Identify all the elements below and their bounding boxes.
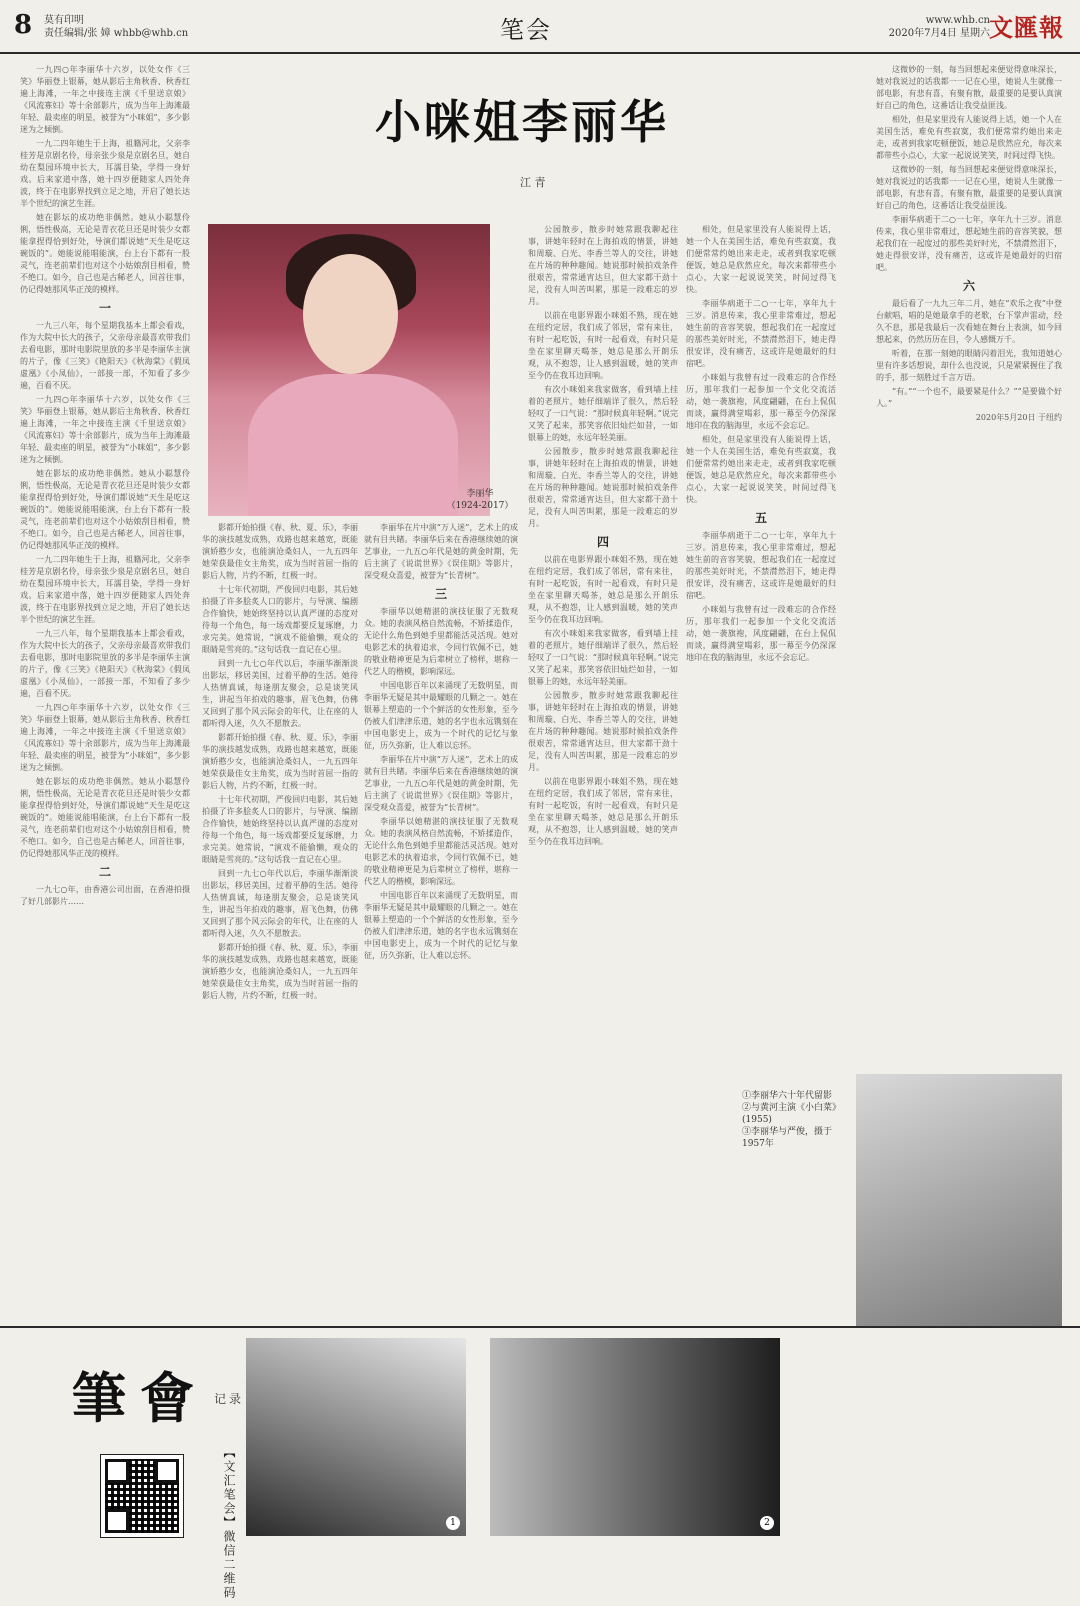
issue-date: 2020年7月4日 星期六 xyxy=(888,28,990,39)
paragraph: 小咪姐与我曾有过一段难忘的合作经历，那年我们一起参加一个文化交流活动，她一袭旗袍，风度翩翩，在台上侃侃而谈，赢得满堂喝彩，那一幕至今仍深深地印在我的脑海里，永远不会忘记。 xyxy=(686,605,836,662)
paragraph: 回到一九七○年代以后，李丽华渐渐淡出影坛，移居美国，过着平静的生活。她待人热情真诚，每逢朋友聚会，总是谈笑风生，讲起当年拍戏的趣事，眉飞色舞，仿佛又回到了那个风云际会的年代，让在座的人都听得入迷，久久不愿散去。 xyxy=(202,869,358,938)
portrait-caption-name: 李丽华 xyxy=(466,489,494,499)
section-title: 笔会 xyxy=(500,16,552,44)
paragraph: 以前在电影界跟小咪姐不熟，现在她在纽约定居，我们成了邻居，常有来往，有时一起吃饭，有时一起看戏，有时只是坐在家里聊天喝茶，她总是那么开朗乐观，从不抱怨，让人感到温暖，她的笑声至今仍在我耳边回响。 xyxy=(528,555,678,624)
paragraph: 最后看了一九九三年二月，她在“欢乐之夜”中登台献唱，唱的是她最拿手的老歌，台下掌声雷动，经久不息，那是我最后一次看她在舞台上表演，如今回想起来，仍然历历在目，令人感慨万千。 xyxy=(876,299,1062,344)
section-marker-2: 二 xyxy=(98,865,111,879)
text-column-3 xyxy=(364,522,518,1314)
photo-number-1: 1 xyxy=(446,1516,460,1530)
paragraph: 一九三八年，每个星期我基本上都会看戏，作为大院中长大的孩子，父亲母亲最喜欢带我们去看电影，那时电影院里放的多半是李丽华主演的片子，像《三笑》《艳阳天》《秋海棠》《假凤虚凰》《小凤仙》，一部接一部，不知看了多少遍，百看不厌。 xyxy=(20,321,190,390)
portrait-photo xyxy=(208,224,490,516)
paragraph: 公园散步，散步时她常跟我聊起往事，讲她年轻时在上海拍戏的情景，讲她和周璇、白光、李香兰等人的交往，讲她在片场的种种趣闻。她说那时候拍戏条件很艰苦，常常通宵达旦，但大家都干劲十足，没有人叫苦叫累，那是一段难忘的岁月。 xyxy=(528,447,678,528)
paragraph: 李丽华病逝于二○一七年，享年九十三岁。消息传来，我心里非常难过，想起她生前的音容笑貌，想起我们在一起度过的那些美好时光，不禁潸然泪下，她走得很安详，没有痛苦，这或许是她最好的归宿吧。 xyxy=(686,299,836,368)
qr-finder xyxy=(105,1459,129,1483)
website: www.whb.cn xyxy=(925,15,990,26)
paragraph: 十七年代初期，严俊回归电影，其后她拍摄了许多脍炙人口的影片，与导演、编剧合作愉快，她始终坚持以认真严谨的态度对待每一个角色，每一场戏都要反复琢磨，力求完美。她常说，“演戏不能偷懒，观众的眼睛是雪亮的。”这句话我一直记在心里。 xyxy=(202,585,358,654)
article-byline: 江 青 xyxy=(520,176,546,189)
paragraph: 她在影坛的成功绝非偶然。她从小聪慧伶俐，悟性极高，无论是青衣花旦还是时装少女都能拿捏得恰到好处，导演们都说她“天生是吃这碗饭的”。她能说能唱能演，台上台下都有一股灵气，连老前辈们也对这个小姑娘刮目相看，赞不绝口。如今，自己也是古稀老人，回首往事，仍记得她那风华正茂的模样。 xyxy=(20,469,190,550)
paragraph: 一九四○年李丽华十六岁，以处女作《三笑》华丽登上银幕，她从影后主角秋香、秋香红遍上海滩，一年之中接连主演《千里送京娘》《风流寡妇》等十余部影片，成为当年上海滩最年轻、最卖座的明星，被誉为“小咪姐”，多少影迷为之倾倒。 xyxy=(20,65,190,134)
paragraph: 这微妙的一刻，每当回想起来便觉得意味深长，她对我说过的话我都一一记在心里，她说人生就像一部电影，有悲有喜，有聚有散，最重要的是要认真演好自己的角色，这番话让我受益匪浅。 xyxy=(876,65,1062,110)
paragraph: 一九二四年她生于上海，祖籍河北，父亲李桂芳是京剧名伶，母亲张少泉是京剧名旦，她自幼在梨园环境中长大，耳濡目染，学得一身好戏。后来家道中落，她十四岁便随家人四处奔波，终于在电影界找到立足之地，开启了她长达半个世纪的演艺生涯。 xyxy=(20,555,190,624)
header-meta xyxy=(889,14,990,40)
portrait-caption-years: （1924-2017） xyxy=(446,501,514,511)
paragraph: 一九四○年李丽华十六岁，以处女作《三笑》华丽登上银幕，她从影后主角秋香、秋香红遍上海滩，一年之中接连主演《千里送京娘》《风流寡妇》等十余部影片，成为当年上海滩最年轻、最卖座的明星，被誉为“小咪姐”，多少影迷为之倾倒。 xyxy=(20,395,190,464)
paragraph: 她在影坛的成功绝非偶然。她从小聪慧伶俐，悟性极高，无论是青衣花旦还是时装少女都能拿捏得恰到好处，导演们都说她“天生是吃这碗饭的”。她能说能唱能演，台上台下都有一股灵气，连老前辈们也对这个小姑娘刮目相看，赞不绝口。如今，自己也是古稀老人，回首往事，仍记得她那风华正茂的模样。 xyxy=(20,777,190,858)
paragraph: 相处，但是家里没有人能说得上话，她一个人在美国生活，难免有些寂寞，我们便常常约她出来走走，或者到我家吃顿便饭，她总是欣然应允，每次来都带些小点心，大家一起说说笑笑，时间过得飞快。 xyxy=(686,435,836,504)
photo-2 xyxy=(490,1338,780,1536)
column-logo: 筆會 xyxy=(72,1366,208,1430)
paragraph: 有次小咪姐来我家做客，看到墙上挂着的老照片，她仔细端详了很久，然后轻轻叹了一口气说：“那时候真年轻啊。”说完又笑了起来，那笑容依旧灿烂如昔，一如银幕上的她，永远年轻美丽。 xyxy=(528,629,678,686)
photo-captions: ①李丽华六十年代留影 ②与黄河主演《小白菜》(1955) ③李丽华与严俊，摄于1957年 xyxy=(742,1091,842,1149)
paragraph: 李丽华以她精湛的演技征服了无数观众。她的表演风格自然流畅，不矫揉造作，无论什么角色到她手里都能活灵活现。她对电影艺术的执着追求，令同行钦佩不已，她的敬业精神更是为后辈树立了榜样，堪称一代艺人的楷模，影响深远。 xyxy=(364,817,518,886)
paragraph: 她在影坛的成功绝非偶然。她从小聪慧伶俐，悟性极高，无论是青衣花旦还是时装少女都能拿捏得恰到好处，导演们都说她“天生是吃这碗饭的”。她能说能唱能演，台上台下都有一股灵气，连老前辈们也对这个小姑娘刮目相看，赞不绝口。如今，自己也是古稀老人，回首往事，仍记得她那风华正茂的模样。 xyxy=(20,213,190,294)
text-column-6 xyxy=(876,64,1062,1064)
paragraph: 李丽华在片中演“万人迷”，艺术上的成就有目共睹。李丽华后来在香港继续她的演艺事业，一九五○年代是她的黄金时期，先后主演了《说谎世界》《误佳期》等影片，深受观众喜爱，被誉为“长青树”。 xyxy=(364,523,518,580)
editor-line-2: 责任编辑/张 嫜 whbb@whb.cn xyxy=(44,28,189,39)
paragraph: 中国电影百年以来涌现了无数明星，而李丽华无疑是其中最耀眼的几颗之一。她在银幕上塑造的一个个鲜活的女性形象，至今仍被人们津津乐道，她的名字也永远镌刻在中国电影史上，成为一个时代的记忆与象征，历久弥新，让人难以忘怀。 xyxy=(364,681,518,750)
paragraph: 影都开始拍摄《春、秋、夏、乐》，李丽华的演技越发成熟，戏路也越来越宽，既能演娇憨少女，也能演沧桑妇人，一九五四年她荣获最佳女主角奖，成为当时首屈一指的影后人物，片约不断，红极一时。 xyxy=(202,943,358,1000)
column-subtitle: 记录 xyxy=(214,1392,245,1406)
section-marker-3: 三 xyxy=(434,587,447,601)
text-column-5 xyxy=(686,224,836,1054)
paragraph: 影都开始拍摄《春、秋、夏、乐》，李丽华的演技越发成熟，戏路也越来越宽，既能演娇憨少女，也能演沧桑妇人，一九五四年她荣获最佳女主角奖，成为当时首屈一指的影后人物，片约不断，红极一时。 xyxy=(202,523,358,580)
article-signature: 2020年5月20日 于纽约 xyxy=(975,413,1062,422)
portrait-caption xyxy=(440,488,520,512)
paragraph: 一九三八年，每个星期我基本上都会看戏，作为大院中长大的孩子，父亲母亲最喜欢带我们去看电影，那时电影院里放的多半是李丽华主演的片子，像《三笑》《艳阳天》《秋海棠》《假凤虚凰》《小凤仙》，一部接一部，不知看了多少遍，百看不厌。 xyxy=(20,629,190,698)
section-marker-5: 五 xyxy=(754,511,767,525)
text-column-2 xyxy=(202,522,358,1314)
qr-label: 【文汇笔会】微信二维码 xyxy=(222,1446,236,1600)
article-headline: 小咪姐李丽华 xyxy=(375,95,669,149)
paragraph: 十七年代初期，严俊回归电影，其后她拍摄了许多脍炙人口的影片，与导演、编剧合作愉快，她始终坚持以认真严谨的态度对待每一个角色，每一场戏都要反复琢磨，力求完美。她常说，“演戏不能偷懒，观众的眼睛是雪亮的。”这句话我一直记在心里。 xyxy=(202,795,358,864)
paragraph: 听着，在那一刻她的眼睛闪着泪光，我知道她心里有许多话想说，却什么也没说，只是紧紧握住了我的手，那一刻胜过千言万语。 xyxy=(876,349,1062,382)
paragraph: 这微妙的一刻，每当回想起来便觉得意味深长，她对我说过的话我都一一记在心里，她说人生就像一部电影，有悲有喜，有聚有散，最重要的是要认真演好自己的角色，这番话让我受益匪浅。 xyxy=(876,165,1062,210)
paragraph: 小咪姐与我曾有过一段难忘的合作经历，那年我们一起参加一个文化交流活动，她一袭旗袍，风度翩翩，在台上侃侃而谈，赢得满堂喝彩，那一幕至今仍深深地印在我的脑海里，永远不会忘记。 xyxy=(686,373,836,430)
paragraph: 公园散步，散步时她常跟我聊起往事，讲她年轻时在上海拍戏的情景，讲她和周璇、白光、李香兰等人的交往，讲她在片场的种种趣闻。她说那时候拍戏条件很艰苦，常常通宵达旦，但大家都干劲十足，没有人叫苦叫累，那是一段难忘的岁月。 xyxy=(528,225,678,306)
paragraph: 以前在电影界跟小咪姐不熟，现在她在纽约定居，我们成了邻居，常有来往，有时一起吃饭，有时一起看戏，有时只是坐在家里聊天喝茶，她总是那么开朗乐观，从不抱怨，让人感到温暖，她的笑声至今仍在我耳边回响。 xyxy=(528,777,678,846)
newspaper-masthead: 文匯報 xyxy=(989,13,1064,42)
portrait-dress xyxy=(248,374,458,516)
paragraph: “有。”“一个也不，最要紧是什么？”“是要做个好人。” xyxy=(876,387,1062,408)
paragraph: 以前在电影界跟小咪姐不熟，现在她在纽约定居，我们成了邻居，常有来往，有时一起吃饭，有时一起看戏，有时只是坐在家里聊天喝茶，她总是那么开朗乐观，从不抱怨，让人感到温暖，她的笑声至今仍在我耳边回响。 xyxy=(528,311,678,380)
section-marker-6: 六 xyxy=(962,279,975,293)
qr-code xyxy=(100,1454,184,1538)
paragraph: 回到一九七○年代以后，李丽华渐渐淡出影坛，移居美国，过着平静的生活。她待人热情真诚，每逢朋友聚会，总是谈笑风生，讲起当年拍戏的趣事，眉飞色舞，仿佛又回到了那个风云际会的年代，让在座的人都听得入迷，久久不愿散去。 xyxy=(202,659,358,728)
paragraph: 一九七○年，由香港公司出面，在香港拍摄了好几部影片…… xyxy=(20,885,190,906)
paragraph: 相处，但是家里没有人能说得上话，她一个人在美国生活，难免有些寂寞，我们便常常约她出来走走，或者到我家吃顿便饭，她总是欣然应允，每次来都带些小点心，大家一起说说笑笑，时间过得飞快。 xyxy=(876,115,1062,160)
paragraph: 李丽华病逝于二○一七年，享年九十三岁。消息传来，我心里非常难过，想起她生前的音容笑貌，想起我们在一起度过的那些美好时光，不禁潸然泪下，她走得很安详，没有痛苦，这或许是她最好的归宿吧。 xyxy=(876,215,1062,272)
paragraph: 影都开始拍摄《春、秋、夏、乐》，李丽华的演技越发成熟，戏路也越来越宽，既能演娇憨少女，也能演沧桑妇人，一九五四年她荣获最佳女主角奖，成为当时首屈一指的影后人物，片约不断，红极一时。 xyxy=(202,733,358,790)
paragraph: 李丽华病逝于二○一七年，享年九十三岁。消息传来，我心里非常难过，想起她生前的音容笑貌，想起我们在一起度过的那些美好时光，不禁潸然泪下，她走得很安详，没有痛苦，这或许是她最好的归宿吧。 xyxy=(686,531,836,600)
qr-finder xyxy=(105,1509,129,1533)
section-marker-4: 四 xyxy=(596,535,609,549)
text-column-4 xyxy=(528,224,678,1314)
paragraph: 李丽华以她精湛的演技征服了无数观众。她的表演风格自然流畅，不矫揉造作，无论什么角色到她手里都能活灵活现。她对电影艺术的执着追求，令同行钦佩不已，她的敬业精神更是为后辈树立了榜样，堪称一代艺人的楷模，影响深远。 xyxy=(364,607,518,676)
editor-line-1: 莫有印明 xyxy=(44,15,84,26)
qr-finder xyxy=(155,1459,179,1483)
editor-info xyxy=(44,14,188,40)
paragraph: 一九四○年李丽华十六岁，以处女作《三笑》华丽登上银幕，她从影后主角秋香、秋香红遍上海滩，一年之中接连主演《千里送京娘》《风流寡妇》等十余部影片，成为当年上海滩最年轻、最卖座的明星，被誉为“小咪姐”，多少影迷为之倾倒。 xyxy=(20,703,190,772)
paragraph: 中国电影百年以来涌现了无数明星，而李丽华无疑是其中最耀眼的几颗之一。她在银幕上塑造的一个个鲜活的女性形象，至今仍被人们津津乐道，她的名字也永远镌刻在中国电影史上，成为一个时代的记忆与象征，历久弥新，让人难以忘怀。 xyxy=(364,891,518,960)
paragraph: 一九二四年她生于上海，祖籍河北，父亲李桂芳是京剧名伶，母亲张少泉是京剧名旦，她自幼在梨园环境中长大，耳濡目染，学得一身好戏。后来家道中落，她十四岁便随家人四处奔波，终于在电影界找到立足之地，开启了她长达半个世纪的演艺生涯。 xyxy=(20,139,190,208)
paragraph: 相处，但是家里没有人能说得上话，她一个人在美国生活，难免有些寂寞，我们便常常约她出来走走，或者到我家吃顿便饭，她总是欣然应允，每次来都带些小点心，大家一起说说笑笑，时间过得飞快。 xyxy=(686,225,836,294)
page-header xyxy=(0,0,1080,54)
photo-number-2: 2 xyxy=(760,1516,774,1530)
page-number: 8 xyxy=(14,10,33,40)
text-column-1 xyxy=(20,64,190,1314)
paragraph: 有次小咪姐来我家做客，看到墙上挂着的老照片，她仔细端详了很久，然后轻轻叹了一口气说：“那时候真年轻啊。”说完又笑了起来，那笑容依旧灿烂如昔，一如银幕上的她，永远年轻美丽。 xyxy=(528,385,678,442)
photo-1 xyxy=(246,1338,466,1536)
portrait-face xyxy=(303,254,398,374)
paragraph: 公园散步，散步时她常跟我聊起往事，讲她年轻时在上海拍戏的情景，讲她和周璇、白光、李香兰等人的交往，讲她在片场的种种趣闻。她说那时候拍戏条件很艰苦，常常通宵达旦，但大家都干劲十足，没有人叫苦叫累，那是一段难忘的岁月。 xyxy=(528,691,678,772)
section-marker-1: 一 xyxy=(98,301,111,315)
paragraph: 李丽华在片中演“万人迷”，艺术上的成就有目共睹。李丽华后来在香港继续她的演艺事业，一九五○年代是她的黄金时期，先后主演了《说谎世界》《误佳期》等影片，深受观众喜爱，被誉为“长青树”。 xyxy=(364,755,518,812)
